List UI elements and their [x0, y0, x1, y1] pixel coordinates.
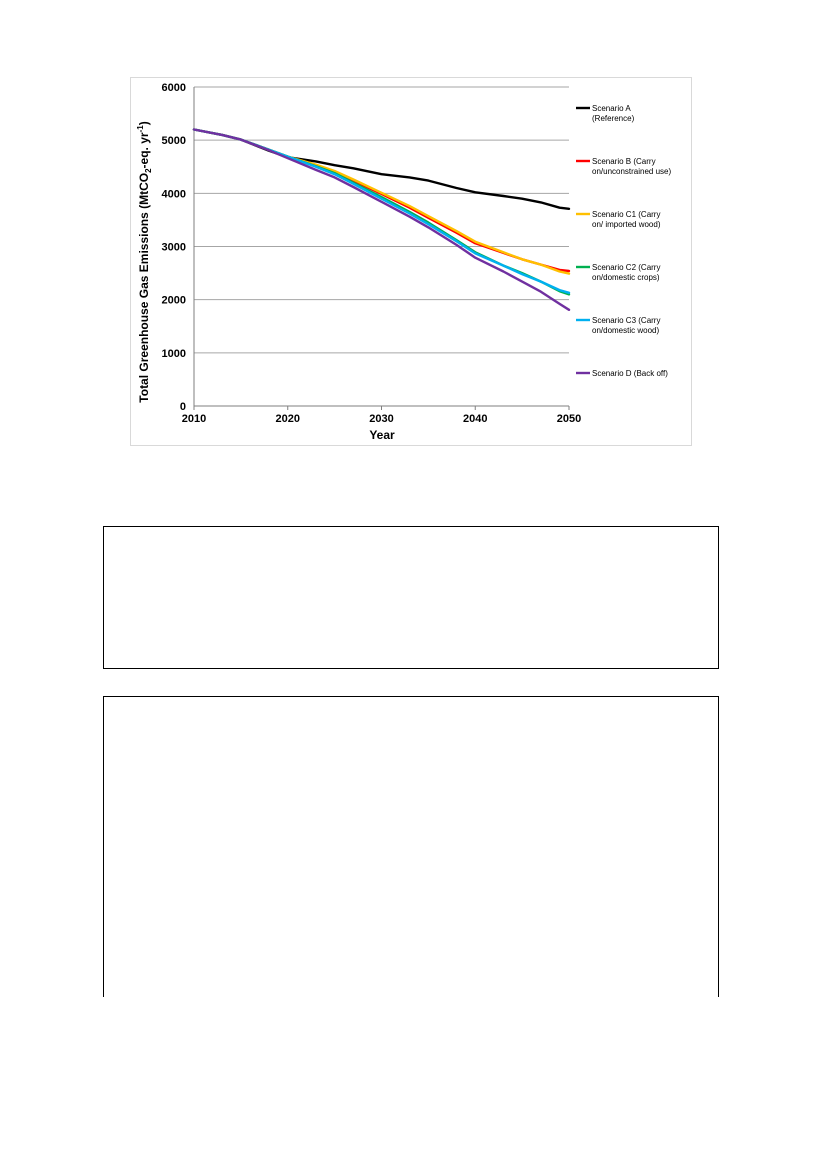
legend-label-5: Scenario C3 (Carry on/domestic wood): [592, 316, 661, 335]
series-line-2: [194, 130, 569, 272]
emissions-line-chart: [131, 78, 691, 445]
legend-label-1: Scenario A (Reference): [592, 104, 635, 123]
x-tick-label-2050: 2050: [556, 413, 582, 425]
y-axis-title: Total Greenhouse Gas Emissions (MtCO$_2$-eq. $yr^{-1}$): [136, 121, 153, 403]
series-line-6: [194, 130, 569, 310]
x-tick-label-2040: 2040: [463, 413, 488, 425]
y-tick-label-2000: 2000: [161, 294, 186, 307]
legend-label-3: Scenario C1 (Carry on/ imported wood): [592, 210, 661, 229]
legend-label-4: Scenario C2 (Carry on/domestic crops): [592, 263, 661, 282]
y-tick-label-4000: 4000: [161, 188, 186, 201]
y-tick-label-6000: 6000: [161, 82, 186, 94]
x-tick-label-2030: 2030: [369, 413, 394, 425]
x-axis-title: Year: [369, 428, 395, 442]
text-box-2: [103, 696, 719, 997]
legend-label-2: Scenario B (Carry on/unconstrained use): [592, 157, 672, 176]
y-tick-label-1000: 1000: [161, 347, 186, 360]
chart-frame: [130, 77, 692, 446]
y-tick-label-3000: 3000: [161, 241, 186, 254]
x-tick-label-2010: 2010: [181, 413, 207, 425]
x-tick-label-2020: 2020: [275, 413, 300, 425]
y-tick-label-5000: 5000: [161, 135, 186, 148]
y-tick-label-0: 0: [179, 401, 186, 413]
text-box-1: [103, 526, 719, 669]
legend-label-6: Scenario D (Back off): [592, 369, 668, 378]
